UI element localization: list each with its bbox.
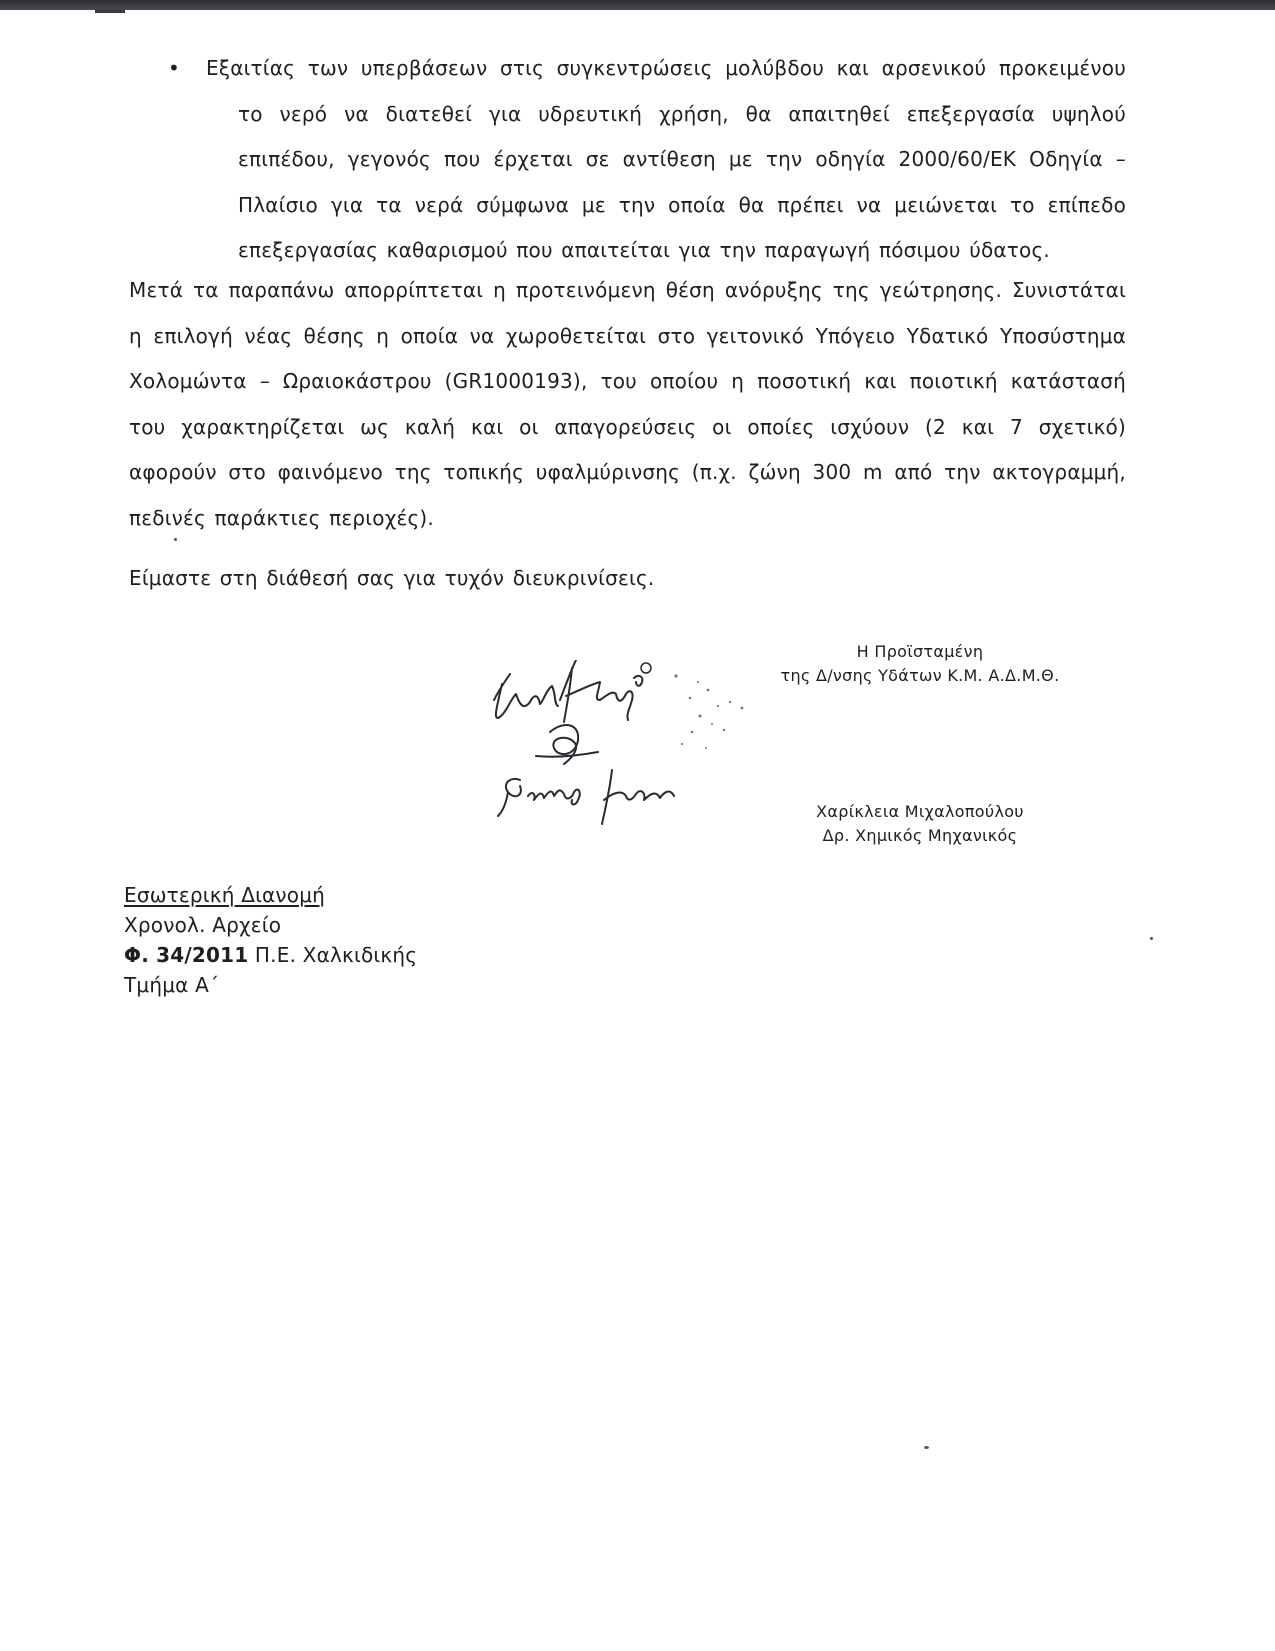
scan-speck (1150, 937, 1153, 940)
main-paragraph: Μετά τα παραπάνω απορρίπτεται η προτεινόμενη θέση ανόρυξης της γεώτρησης. Συνιστάται η επιλογή νέας θέσης η οποία να χωροθετείται στο γειτονικό Υπόγειο Υδατικό Υποσύστημα Χολομώντα – Ωραιοκάστρου (GR1000193), του οποίου η ποσοτική και ποιοτική κατάστασή του χαρακτηρίζεται ως καλή και οι απαγορεύσεις οι οποίες ισχύουν (2 και 7 σχετικό) αφορούν στο φαινόμενο της τοπικής υφαλμύρινσης (π.χ. ζώνη 300 m από την ακτογραμμή, πεδινές παράκτιες περιοχές). (129, 278, 1126, 530)
scan-speck (924, 1446, 929, 1449)
signatory-title: Δρ. Χημικός Μηχανικός (822, 826, 1018, 845)
signatory-footer (760, 800, 1080, 848)
distribution-archive: Χρονολ. Αρχείο (124, 913, 282, 937)
internal-distribution (124, 880, 417, 1000)
file-ref-number: Φ. 34/2011 (124, 943, 249, 967)
file-ref-region: Π.Ε. Χαλκιδικής (248, 943, 418, 967)
closing-paragraph: Είμαστε στη διάθεσή σας για τυχόν διευκρινίσεις. (129, 566, 655, 590)
bullet-item (168, 46, 1126, 274)
signatory-role: Η Προϊσταμένη (856, 642, 984, 661)
bullet-text: Εξαιτίας των υπερβάσεων στις συγκεντρώσεις μολύβδου και αρσενικού προκειμένου το νερό να διατεθεί για υδρευτική χρήση, θα απαιτηθεί επεξεργασία υψηλού επιπέδου, γεγονός που έρχεται σε αντίθεση με την οδηγία 2000/60/ΕΚ Οδηγία – Πλαίσιο για τα νερά σύμφωνα με την οποία θα πρέπει να μειώνεται το επίπεδο επεξεργασίας καθαρισμού που απαιτείται για την παραγωγή πόσιμου ύδατος. (206, 56, 1126, 262)
distribution-section: Τμήμα Α΄ (124, 973, 220, 997)
signatory-header (760, 640, 1080, 688)
scan-speck (174, 538, 177, 541)
signatory-name: Χαρίκλεια Μιχαλοπούλου (816, 802, 1024, 821)
distribution-heading: Εσωτερική Διανομή (124, 883, 326, 907)
bullet-marker: • (168, 56, 180, 80)
signatory-department: της Δ/νσης Υδάτων Κ.Μ. Α.Δ.Μ.Θ. (780, 666, 1060, 685)
distribution-file-ref (124, 940, 417, 970)
scan-edge (0, 0, 1275, 10)
handwritten-signature (480, 660, 790, 860)
